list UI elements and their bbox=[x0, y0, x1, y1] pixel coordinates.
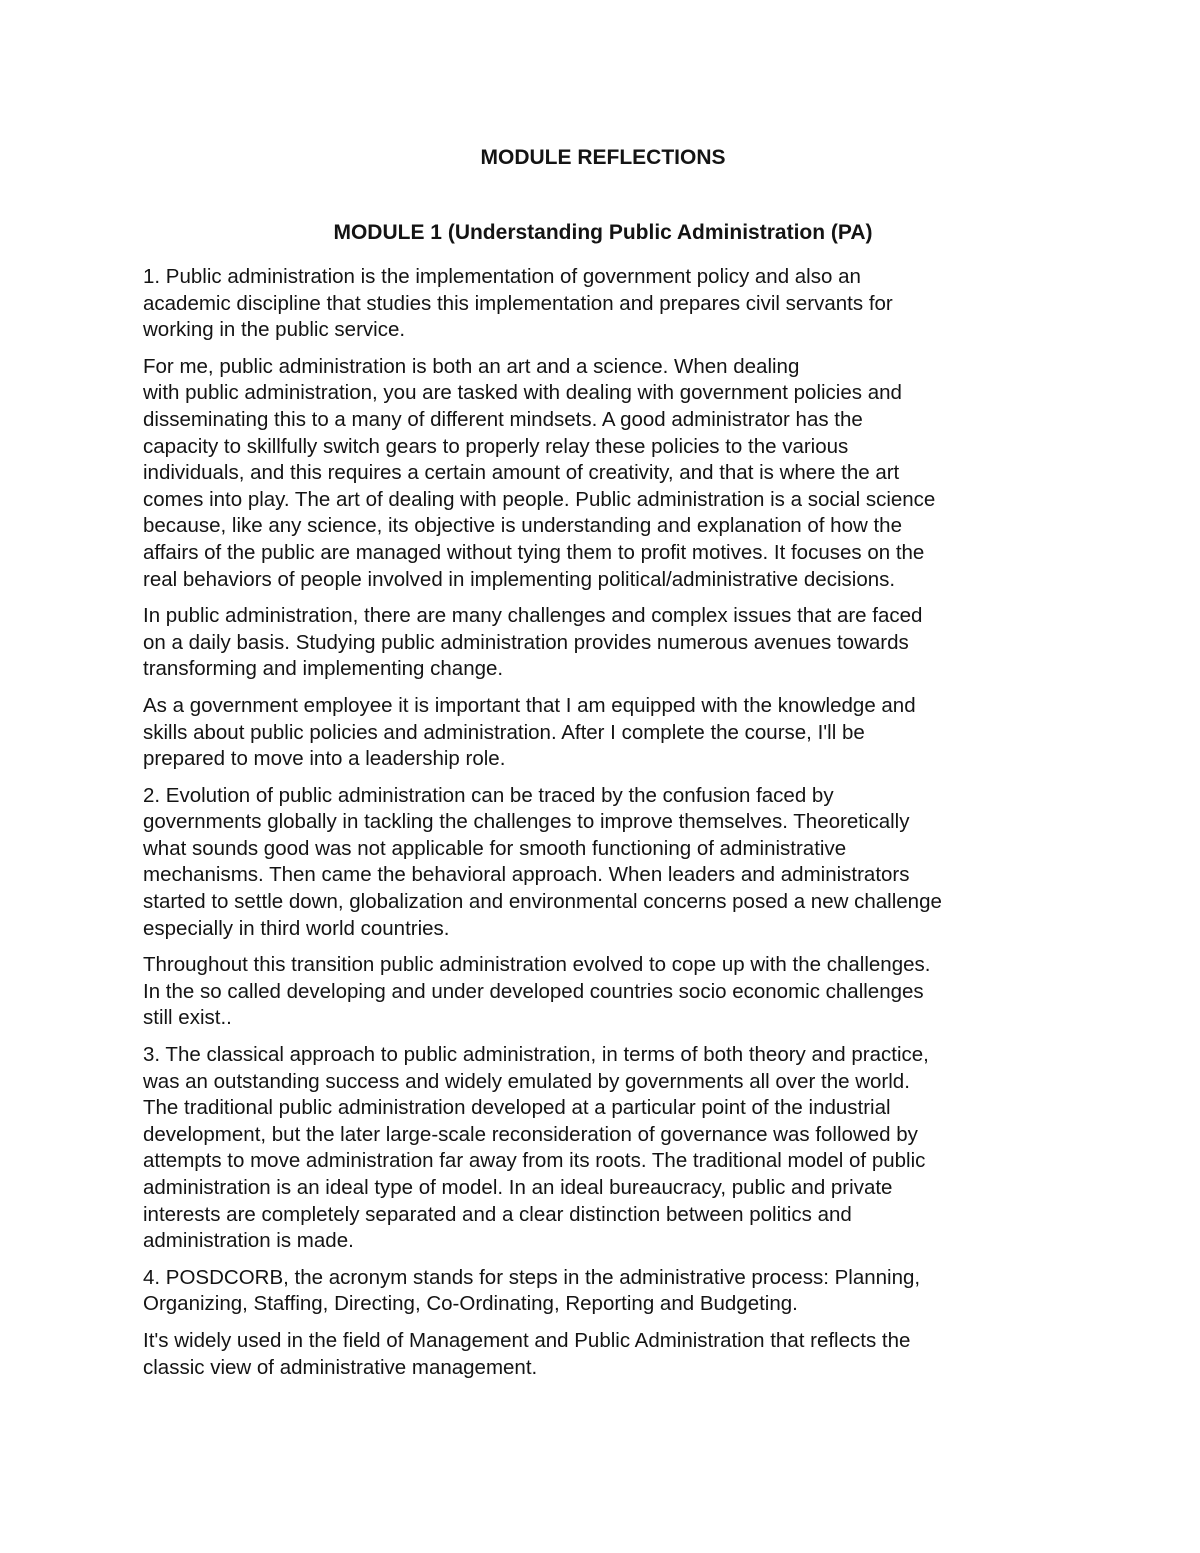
paragraph-definition: 1. Public administration is the implementation of government policy and also an academic discipline that studies this implementation and prepares civil servants for working in the public service. bbox=[143, 265, 893, 342]
paragraph-government-employee: As a government employee it is important that I am equipped with the knowledge and skills about public policies and administration. After I complete the course, I'll be prepared to move into a leadership role. bbox=[143, 693, 916, 771]
paragraph-art-and-science: For me, public administration is both an art and a science. When dealing with public administration, you are tasked with dealing with government policies and disseminating this to a many of different mindsets. A good administrator has the capacity to skillfully switch gears to properly relay these policies to the various individuals, and this requires a certain amount of creativity, and that is where the art comes into play. The art of dealing with people. Public administration is a social science because, like any science, its objective is understanding and explanation of how the affairs of the public are managed without tying them to profit motives. It focuses on the real behaviors of people involved in implementing political/administrative decisions. bbox=[143, 354, 936, 591]
module-heading: MODULE 1 (Understanding Public Administration (PA) bbox=[333, 221, 873, 244]
document-title: MODULE REFLECTIONS bbox=[480, 146, 726, 169]
paragraph-transition: Throughout this transition public administration evolved to cope up with the challenges. In the so called developing and under developed countries socio economic challenges still exist.. bbox=[143, 953, 931, 1030]
document-page bbox=[143, 138, 1063, 1381]
paragraph-classical-approach: 3. The classical approach to public administration, in terms of both theory and practice, was an outstanding success and widely emulated by governments all over the world. The traditional public administration developed at a particular point of the industrial development, but the later large-scale reconsideration of governance was followed by attempts to move administration far away from its roots. The traditional model of public administration is an ideal type of model. In an ideal bureaucracy, public and private interests are completely separated and a clear distinction between politics and administration is made. bbox=[143, 1043, 929, 1253]
paragraph-evolution: 2. Evolution of public administration can be traced by the confusion faced by governments globally in tackling the challenges to improve themselves. Theoretically what sounds good was not applicable for smooth functioning of administrative mechanisms. Then came the behavioral approach. When leaders and administrators started to settle down, globalization and environmental concerns posed a new challenge especially in third world countries. bbox=[143, 783, 942, 940]
paragraph-posdcorb: 4. POSDCORB, the acronym stands for steps in the administrative process: Planning, Organizing, Staffing, Directing, Co-Ordinating, Reporting and Budgeting. bbox=[143, 1265, 921, 1316]
paragraph-management-view: It's widely used in the field of Management and Public Administration that reflects the classic view of administrative management. bbox=[143, 1328, 911, 1379]
paragraph-challenges: In public administration, there are many challenges and complex issues that are faced on a daily basis. Studying public administration provides numerous avenues towards transforming and implementing change. bbox=[143, 604, 923, 681]
